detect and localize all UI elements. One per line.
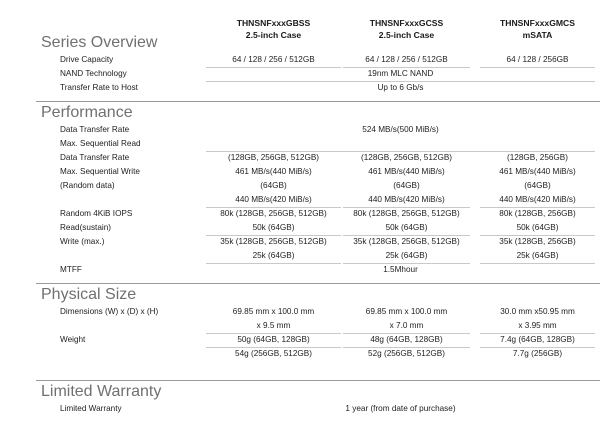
cell-warranty: 1 year (from date of purchase): [345, 404, 456, 413]
row-divider: [343, 235, 470, 236]
col-model: THNSNFxxxGBSS: [236, 18, 311, 28]
cell-iops-gcss: 35k (128GB, 256GB, 512GB): [353, 237, 460, 246]
cell-iops-gmcs: 25k (64GB): [516, 251, 559, 260]
cell-write-gbss: (128GB, 256GB, 512GB): [227, 153, 320, 162]
row-divider: [480, 67, 595, 68]
row-label-nand: NAND Technology: [60, 69, 127, 78]
row-label-drive-capacity: Drive Capacity: [60, 55, 114, 64]
cell-mttf: 1.5Mhour: [383, 265, 418, 274]
cell-iops-gcss: 25k (64GB): [385, 251, 428, 260]
row-label-transfer-rate: Transfer Rate to Host: [60, 83, 138, 92]
row-divider: [206, 207, 341, 208]
row-divider: [206, 67, 341, 68]
row-divider: [480, 263, 595, 264]
cell-weight-gcss: 48g (64GB, 128GB): [370, 335, 443, 344]
cell-capacity-gcss: 64 / 128 / 256 / 512GB: [365, 55, 448, 64]
row-divider: [206, 333, 341, 334]
row-divider: [343, 333, 470, 334]
row-label-read-2: Max. Sequential Read: [60, 139, 141, 148]
cell-seq-read: 524 MB/s(500 MiB/s): [362, 125, 439, 134]
col-form: mSATA: [522, 30, 553, 40]
cell-dim-gmcs: x 3.95 mm: [518, 321, 557, 330]
cell-iops-gbss: 80k (128GB, 256GB, 512GB): [220, 209, 327, 218]
cell-weight-gbss: 54g (256GB, 512GB): [235, 349, 312, 358]
section-divider: [36, 283, 600, 284]
row-divider: [480, 207, 595, 208]
cell-write-gcss: (128GB, 256GB, 512GB): [360, 153, 453, 162]
cell-iops-gbss: 35k (128GB, 256GB, 512GB): [220, 237, 327, 246]
cell-write-gmcs: 440 MB/s(420 MiB/s): [499, 195, 576, 204]
row-label-write-2: Max. Sequential Write: [60, 167, 140, 176]
row-label-warranty: Limited Warranty: [60, 404, 122, 413]
row-label-mttf: MTFF: [60, 265, 82, 274]
row-divider: [343, 207, 470, 208]
cell-weight-gmcs: 7.4g (64GB, 128GB): [500, 335, 575, 344]
cell-write-gbss: 461 MB/s(440 MiB/s): [235, 167, 312, 176]
cell-capacity-gmcs: 64 / 128 / 256GB: [506, 55, 569, 64]
row-divider: [480, 235, 595, 236]
row-label-dimensions: Dimensions (W) x (D) x (H): [60, 307, 159, 316]
cell-dim-gbss: 69.85 mm x 100.0 mm: [232, 307, 315, 316]
col-header-gmcs: [480, 17, 595, 41]
cell-iops-gcss: 50k (64GB): [385, 223, 428, 232]
row-label-weight: Weight: [60, 335, 86, 344]
col-model: THNSNFxxxGCSS: [369, 18, 444, 28]
row-divider: [206, 81, 595, 82]
cell-dim-gcss: 69.85 mm x 100.0 mm: [365, 307, 448, 316]
row-divider: [206, 235, 341, 236]
section-title-series-overview: Series Overview: [41, 34, 158, 51]
cell-iops-gbss: 50k (64GB): [252, 223, 295, 232]
row-divider: [206, 347, 341, 348]
cell-write-gcss: (64GB): [393, 181, 420, 190]
row-divider: [480, 347, 595, 348]
row-divider: [480, 333, 595, 334]
cell-nand: 19nm MLC NAND: [367, 69, 434, 78]
row-divider: [206, 263, 341, 264]
cell-write-gbss: (64GB): [260, 181, 287, 190]
cell-iops-gbss: 25k (64GB): [252, 251, 295, 260]
cell-weight-gbss: 50g (64GB, 128GB): [237, 335, 310, 344]
cell-weight-gmcs: 7.7g (256GB): [512, 349, 563, 358]
cell-write-gmcs: (64GB): [524, 181, 551, 190]
cell-dim-gbss: x 9.5 mm: [256, 321, 291, 330]
cell-iops-gcss: 80k (128GB, 256GB, 512GB): [353, 209, 460, 218]
row-label-write-3: (Random data): [60, 181, 115, 190]
cell-write-gcss: 461 MB/s(440 MiB/s): [368, 167, 445, 176]
cell-write-gmcs: (128GB, 256GB): [507, 153, 568, 162]
cell-weight-gcss: 52g (256GB, 512GB): [368, 349, 445, 358]
row-label-iops-2: Read(sustain): [60, 223, 111, 232]
section-title-physical-size: Physical Size: [41, 286, 137, 303]
row-label-read-1: Data Transfer Rate: [60, 125, 130, 134]
cell-iops-gmcs: 80k (128GB, 256GB): [499, 209, 576, 218]
row-divider: [206, 151, 595, 152]
cell-write-gbss: 440 MB/s(420 MiB/s): [235, 195, 312, 204]
cell-iops-gmcs: 35k (128GB, 256GB): [499, 237, 576, 246]
col-header-gcss: [343, 17, 470, 41]
col-model: THNSNFxxxGMCS: [500, 18, 575, 28]
row-divider: [343, 263, 470, 264]
cell-capacity-gbss: 64 / 128 / 256 / 512GB: [232, 55, 315, 64]
col-header-gbss: [206, 17, 341, 41]
cell-dim-gmcs: 30.0 mm x50.95 mm: [500, 307, 575, 316]
col-form: 2.5-inch Case: [378, 30, 435, 40]
row-divider: [343, 67, 470, 68]
row-label-iops-3: Write (max.): [60, 237, 105, 246]
section-title-performance: Performance: [41, 104, 133, 121]
row-label-write-1: Data Transfer Rate: [60, 153, 130, 162]
cell-write-gcss: 440 MB/s(420 MiB/s): [368, 195, 445, 204]
col-form: 2.5-inch Case: [245, 30, 302, 40]
cell-write-gmcs: 461 MB/s(440 MiB/s): [499, 167, 576, 176]
row-divider: [343, 347, 470, 348]
row-label-iops-1: Random 4KiB IOPS: [60, 209, 133, 218]
cell-iops-gmcs: 50k (64GB): [516, 223, 559, 232]
section-divider: [36, 380, 600, 381]
cell-transfer-rate: Up to 6 Gb/s: [377, 83, 424, 92]
section-title-limited-warranty: Limited Warranty: [41, 383, 162, 400]
cell-dim-gcss: x 7.0 mm: [389, 321, 424, 330]
section-divider: [36, 101, 600, 102]
